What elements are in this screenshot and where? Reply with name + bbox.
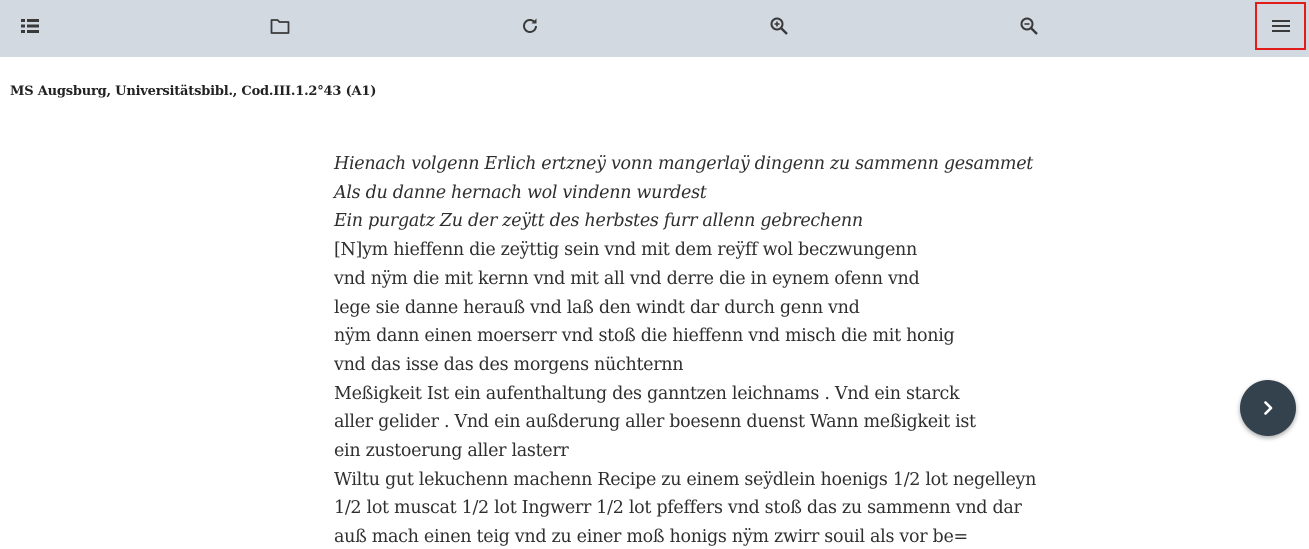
text-line: Wiltu gut lekuchenn machenn Recipe zu einem seÿdlein hoenigs 1/2 lot negelleyn bbox=[334, 469, 1037, 490]
text-line: ein zustoerung aller lasterr bbox=[334, 441, 569, 462]
text-line: [N]ym hieffenn die zeÿttig sein vnd mit dem reÿff wol beczwungenn bbox=[334, 240, 917, 261]
list-icon bbox=[20, 16, 40, 36]
text-line: Meßigkeit Ist ein aufenthaltung des ganntzen leichnams . Vnd ein starck bbox=[334, 383, 960, 404]
manuscript-title: MS Augsburg, Universitätsbibl., Cod.III.1.2°43 (A1) bbox=[10, 84, 377, 99]
text-line: Als du danne hernach wol vindenn wurdest bbox=[334, 182, 707, 203]
list-view-button[interactable] bbox=[10, 8, 50, 44]
zoom-out-button[interactable] bbox=[1009, 8, 1049, 44]
text-line: auß mach einen teig vnd zu einer moß honigs nÿm zwirr souil als vor be= bbox=[334, 527, 968, 548]
reload-button[interactable] bbox=[510, 8, 550, 44]
text-line: aller gelider . Vnd ein außderung aller boesenn duenst Wann meßigkeit ist bbox=[334, 412, 976, 433]
text-line: vnd nÿm die mit kernn vnd mit all vnd derre die in eynem ofenn vnd bbox=[334, 268, 920, 289]
text-line: vnd das isse das des morgens nüchternn bbox=[334, 354, 684, 375]
chevron-right-icon bbox=[1259, 399, 1277, 417]
folder-icon bbox=[270, 16, 290, 36]
transcription-text bbox=[334, 150, 1037, 549]
open-folder-button[interactable] bbox=[260, 8, 300, 44]
text-line: Ein purgatz Zu der zeÿtt des herbstes furr allenn gebrechenn bbox=[334, 211, 863, 232]
toolbar bbox=[0, 0, 1309, 57]
text-line: lege sie danne herauß vnd laß den windt dar durch genn vnd bbox=[334, 297, 860, 318]
menu-button[interactable] bbox=[1255, 2, 1306, 50]
zoom-in-button[interactable] bbox=[759, 8, 799, 44]
refresh-icon bbox=[520, 16, 540, 36]
text-line: nÿm dann einen moerserr vnd stoß die hieffenn vnd misch die mit honig bbox=[334, 326, 955, 347]
text-line: 1/2 lot muscat 1/2 lot Ingwerr 1/2 lot pfeffers vnd stoß das zu sammenn vnd dar bbox=[334, 498, 1022, 519]
next-page-button[interactable] bbox=[1240, 380, 1296, 436]
zoom-out-icon bbox=[1019, 16, 1039, 36]
text-line: Hienach volgenn Erlich ertzneÿ vonn mangerlaÿ dingenn zu sammenn gesammet bbox=[334, 154, 1033, 174]
zoom-in-icon bbox=[769, 16, 789, 36]
hamburger-menu-icon bbox=[1271, 16, 1291, 36]
